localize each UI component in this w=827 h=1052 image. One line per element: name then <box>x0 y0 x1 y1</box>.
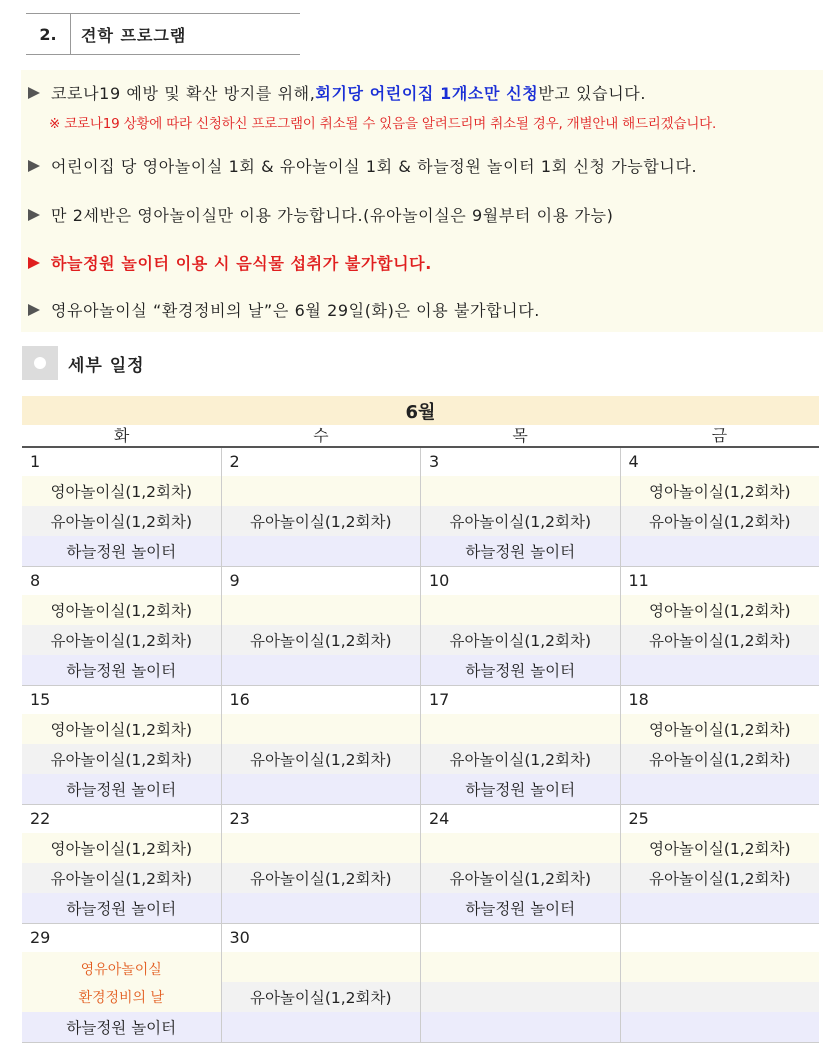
calendar-day <box>222 924 422 1042</box>
day-number: 25 <box>621 805 820 833</box>
detail-title: 세부 일정 <box>68 355 145 376</box>
calendar-day <box>222 805 422 923</box>
calendar-day <box>421 924 621 1042</box>
infant-room-slot: 영아놀이실(1,2회차) <box>22 714 221 744</box>
triangle-bullet-icon <box>27 256 41 270</box>
toddler-room-slot: 유아놀이실(1,2회차) <box>621 863 820 893</box>
notice-text: 영유아놀이실 “환경정비의 날”은 6월 29일(화)은 이용 불가합니다. <box>51 301 540 320</box>
toddler-room-slot: 유아놀이실(1,2회차) <box>222 744 421 774</box>
toddler-room-slot: 유아놀이실(1,2회차) <box>222 863 421 893</box>
closure-notice: 환경정비의 날 <box>22 982 221 1012</box>
day-number: 3 <box>421 448 620 476</box>
section-header <box>26 13 300 55</box>
infant-room-slot <box>222 476 421 506</box>
section-number: 2. <box>26 14 71 54</box>
infant-room-slot <box>421 714 620 744</box>
sky-garden-slot: 하늘정원 놀이터 <box>421 655 620 685</box>
day-number: 29 <box>22 924 221 952</box>
toddler-room-slot: 유아놀이실(1,2회차) <box>22 506 221 536</box>
infant-room-slot <box>421 595 620 625</box>
sky-garden-slot <box>621 655 820 685</box>
calendar-day <box>222 567 422 685</box>
weekday-label: 화 <box>113 426 130 445</box>
infant-room-slot <box>421 952 620 982</box>
day-number: 11 <box>621 567 820 595</box>
infant-room-slot <box>222 833 421 863</box>
calendar-week <box>22 567 819 686</box>
sky-garden-slot <box>222 1012 421 1042</box>
toddler-room-slot: 유아놀이실(1,2회차) <box>22 744 221 774</box>
calendar-day <box>222 686 422 804</box>
notice-text: 받고 있습니다. <box>538 84 647 103</box>
sky-garden-slot <box>222 655 421 685</box>
toddler-room-slot <box>621 982 820 1012</box>
infant-room-slot <box>222 714 421 744</box>
notice-line-1 <box>27 81 646 104</box>
sky-garden-slot: 하늘정원 놀이터 <box>22 774 221 804</box>
sky-garden-slot <box>421 1012 620 1042</box>
calendar-day <box>22 805 222 923</box>
day-number: 4 <box>621 448 820 476</box>
toddler-room-slot: 유아놀이실(1,2회차) <box>421 863 620 893</box>
calendar-week <box>22 924 819 1043</box>
sky-garden-slot: 하늘정원 놀이터 <box>22 536 221 566</box>
toddler-room-slot: 유아놀이실(1,2회차) <box>222 982 421 1012</box>
infant-room-slot: 영아놀이실(1,2회차) <box>621 476 820 506</box>
infant-room-slot: 영아놀이실(1,2회차) <box>621 714 820 744</box>
day-number: 16 <box>222 686 421 714</box>
month-title: 6월 <box>22 396 819 425</box>
day-number: 8 <box>22 567 221 595</box>
notice-highlight: 회기당 어린이집 1개소만 신청 <box>315 84 539 103</box>
day-number: 15 <box>22 686 221 714</box>
day-number: 22 <box>22 805 221 833</box>
toddler-room-slot: 유아놀이실(1,2회차) <box>421 506 620 536</box>
infant-room-slot <box>222 952 421 982</box>
triangle-bullet-icon <box>27 208 41 222</box>
calendar-day <box>421 567 621 685</box>
notice-warning: 하늘정원 놀이터 이용 시 음식물 섭취가 불가합니다. <box>51 254 432 273</box>
covid-sub-note: ※ 코로나19 상황에 따라 신청하신 프로그램이 취소될 수 있음을 알려드리며 취소될 경우, 개별안내 해드리겠습니다. <box>49 116 717 132</box>
calendar-day <box>22 924 222 1042</box>
section-title: 견학 프로그램 <box>81 25 187 45</box>
infant-room-slot <box>222 595 421 625</box>
sky-garden-slot: 하늘정원 놀이터 <box>421 774 620 804</box>
toddler-room-slot: 유아놀이실(1,2회차) <box>621 625 820 655</box>
triangle-bullet-icon <box>27 159 41 173</box>
triangle-bullet-icon <box>27 303 41 317</box>
day-number: 17 <box>421 686 620 714</box>
toddler-room-slot: 유아놀이실(1,2회차) <box>421 744 620 774</box>
calendar-week <box>22 686 819 805</box>
sky-garden-slot <box>222 536 421 566</box>
day-number: 2 <box>222 448 421 476</box>
day-number: 9 <box>222 567 421 595</box>
sky-garden-slot: 하늘정원 놀이터 <box>421 536 620 566</box>
calendar-weeks <box>22 448 819 1043</box>
toddler-room-slot: 유아놀이실(1,2회차) <box>621 506 820 536</box>
calendar-day <box>621 805 820 923</box>
toddler-room-slot: 유아놀이실(1,2회차) <box>222 625 421 655</box>
schedule-calendar <box>22 396 819 1043</box>
infant-room-slot <box>621 952 820 982</box>
closure-notice: 영유아놀이실 <box>22 952 221 982</box>
infant-room-slot: 영아놀이실(1,2회차) <box>22 595 221 625</box>
circle-bullet-icon <box>22 346 58 380</box>
day-number <box>421 924 620 952</box>
infant-room-slot: 영아놀이실(1,2회차) <box>22 476 221 506</box>
day-number: 30 <box>222 924 421 952</box>
calendar-day <box>621 924 820 1042</box>
triangle-bullet-icon <box>27 86 41 100</box>
notice-line-3 <box>27 203 613 226</box>
notice-text: 어린이집 당 영아놀이실 1회 & 유아놀이실 1회 & 하늘정원 놀이터 1회 신청 가능합니다. <box>51 157 698 176</box>
weekday-label: 목 <box>512 426 528 445</box>
infant-room-slot: 영아놀이실(1,2회차) <box>621 595 820 625</box>
sky-garden-slot <box>621 774 820 804</box>
sky-garden-slot: 하늘정원 놀이터 <box>22 893 221 923</box>
calendar-day <box>421 448 621 566</box>
sky-garden-slot <box>621 1012 820 1042</box>
toddler-room-slot: 유아놀이실(1,2회차) <box>421 625 620 655</box>
sky-garden-slot <box>222 774 421 804</box>
calendar-week <box>22 805 819 924</box>
day-number: 1 <box>22 448 221 476</box>
toddler-room-slot <box>421 982 620 1012</box>
calendar-week <box>22 448 819 567</box>
weekday-label: 금 <box>711 426 728 445</box>
weekday-label: 수 <box>313 426 329 445</box>
sky-garden-slot: 하늘정원 놀이터 <box>22 1012 221 1042</box>
notice-text: 만 2세반은 영아놀이실만 이용 가능합니다.(유아놀이실은 9월부터 이용 가능) <box>51 206 614 225</box>
toddler-room-slot: 유아놀이실(1,2회차) <box>222 506 421 536</box>
infant-room-slot: 영아놀이실(1,2회차) <box>621 833 820 863</box>
calendar-day <box>22 686 222 804</box>
calendar-day <box>621 686 820 804</box>
notice-box <box>21 70 823 332</box>
day-number <box>621 924 820 952</box>
infant-room-slot <box>421 476 620 506</box>
day-number: 23 <box>222 805 421 833</box>
calendar-day <box>621 567 820 685</box>
calendar-day <box>22 567 222 685</box>
sky-garden-slot: 하늘정원 놀이터 <box>421 893 620 923</box>
infant-room-slot <box>421 833 620 863</box>
calendar-day <box>22 448 222 566</box>
calendar-day <box>421 805 621 923</box>
notice-line-5 <box>27 298 540 321</box>
toddler-room-slot: 유아놀이실(1,2회차) <box>22 863 221 893</box>
calendar-day <box>222 448 422 566</box>
calendar-day <box>421 686 621 804</box>
day-number: 10 <box>421 567 620 595</box>
sky-garden-slot: 하늘정원 놀이터 <box>22 655 221 685</box>
sky-garden-slot <box>621 536 820 566</box>
sky-garden-slot <box>222 893 421 923</box>
weekday-header <box>22 425 819 448</box>
toddler-room-slot: 유아놀이실(1,2회차) <box>22 625 221 655</box>
infant-room-slot: 영아놀이실(1,2회차) <box>22 833 221 863</box>
notice-text: 코로나19 예방 및 확산 방지를 위해, <box>51 84 316 103</box>
sky-garden-slot <box>621 893 820 923</box>
toddler-room-slot: 유아놀이실(1,2회차) <box>621 744 820 774</box>
notice-line-2 <box>27 154 697 177</box>
calendar-day <box>621 448 820 566</box>
detail-heading <box>22 346 145 380</box>
day-number: 18 <box>621 686 820 714</box>
notice-line-4 <box>27 251 432 274</box>
day-number: 24 <box>421 805 620 833</box>
